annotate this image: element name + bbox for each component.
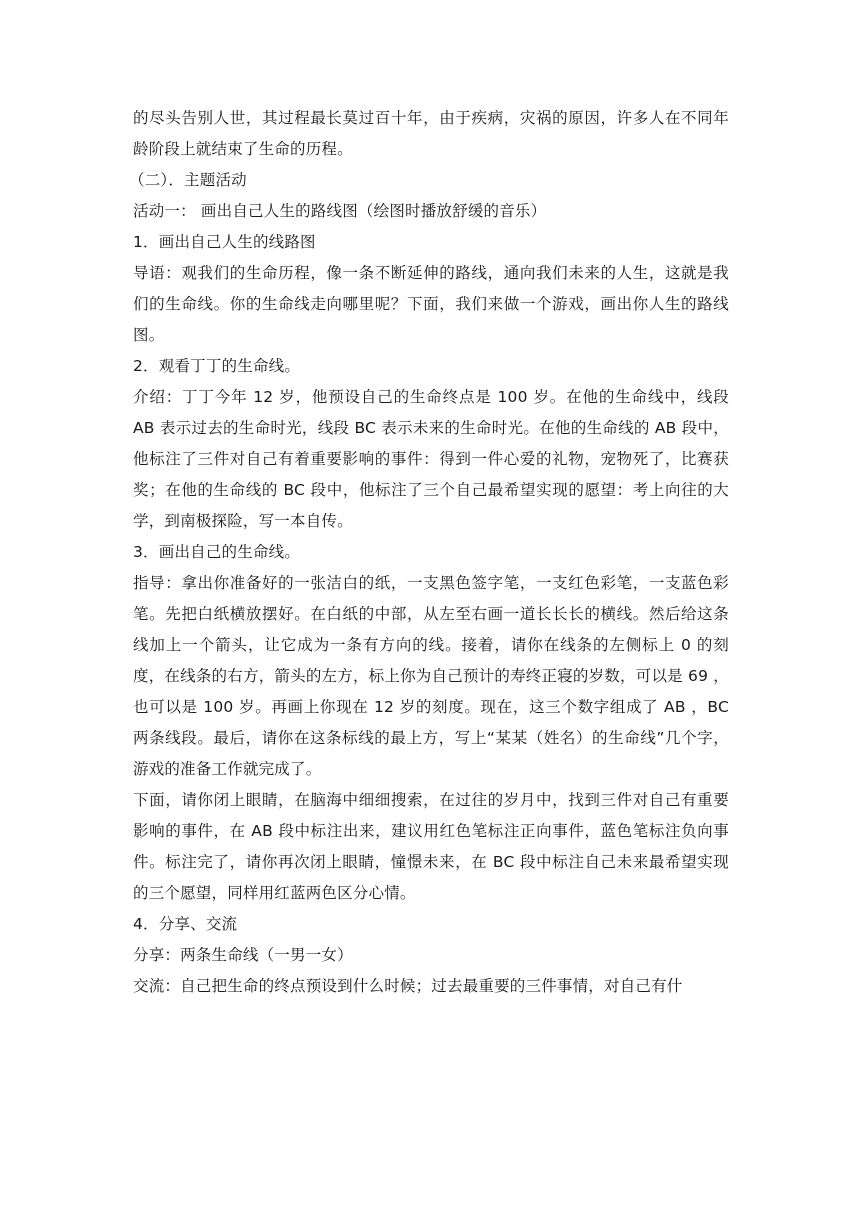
- dingding-lifeline-paragraph: 介绍：丁丁今年 12 岁，他预设自己的生命终点是 100 岁。在他的生命线中，线段 AB 表示过去的生命时光，线段 BC 表示未来的生命时光。在他的生命线的 AB 段中，他标注了三件对自己有着重要影响的事件：得到一件心爱的礼物，宠物死了，比赛获奖；在他的生命线的 BC 段中，他标注了三个自己最希望实现的愿望：考上向往的大学，到南极探险，写一本自传。: [133, 388, 729, 530]
- share-paragraph: 分享：两条生命线（一男一女）: [133, 946, 353, 964]
- guidance-paragraph: 指导：拿出你准备好的一张洁白的纸，一支黑色签字笔，一支红色彩笔，一支蓝色彩笔。先把白纸横放摆好。在白纸的中部，从左至右画一道长长长的横线。然后给这条线加上一个箭头，让它成为一条有方向的线。接着，请你在线条的左侧标上 0 的刻度，在线条的右方，箭头的左方，标上你为自己预计的寿终正寝的岁数，可以是 69 ，也可以是 100 岁。再画上你现在 12 岁的刻度。现在，这三个数字组成了 AB ，BC 两条线段。最后，请你在这条标线的最上方，写上“某某（姓名）的生命线”几个字，游戏的准备工作就完成了。: [133, 574, 729, 778]
- exchange-paragraph: 交流：自己把生命的终点预设到什么时候；过去最重要的三件事情，对自己有什: [133, 977, 683, 995]
- activity-one-title: 活动一： 画出自己人生的路线图（绘图时播放舒缓的音乐）: [133, 202, 547, 220]
- step-2-heading: 2．观看丁丁的生命线。: [133, 357, 301, 375]
- paragraph-continuation: 的尽头告别人世，其过程最长莫过百十年，由于疾病，灾祸的原因，许多人在不同年龄阶段上就结束了生命的历程。: [133, 109, 729, 158]
- section-heading-theme-activity: （二）．主题活动: [129, 171, 247, 189]
- step-3-heading: 3．画出自己的生命线。: [133, 543, 301, 561]
- intro-paragraph: 导语：观我们的生命历程，像一条不断延伸的路线，通向我们未来的人生，这就是我们的生命线。你的生命线走向哪里呢？下面，我们来做一个游戏，画出你人生的路线图。: [133, 264, 729, 344]
- step-1-heading: 1．画出自己人生的线路图: [133, 233, 316, 251]
- step-4-heading: 4．分享、交流: [133, 915, 238, 933]
- reflection-paragraph: 下面，请你闭上眼睛，在脑海中细细搜索，在过往的岁月中，找到三件对自己有重要影响的事件，在 AB 段中标注出来，建议用红色笔标注正向事件，蓝色笔标注负向事件。标注完了，请你再次闭上眼睛，憧憬未来，在 BC 段中标注自己未来最希望实现的三个愿望，同样用红蓝两色区分心情。: [133, 791, 729, 902]
- document-body: [129, 103, 729, 1002]
